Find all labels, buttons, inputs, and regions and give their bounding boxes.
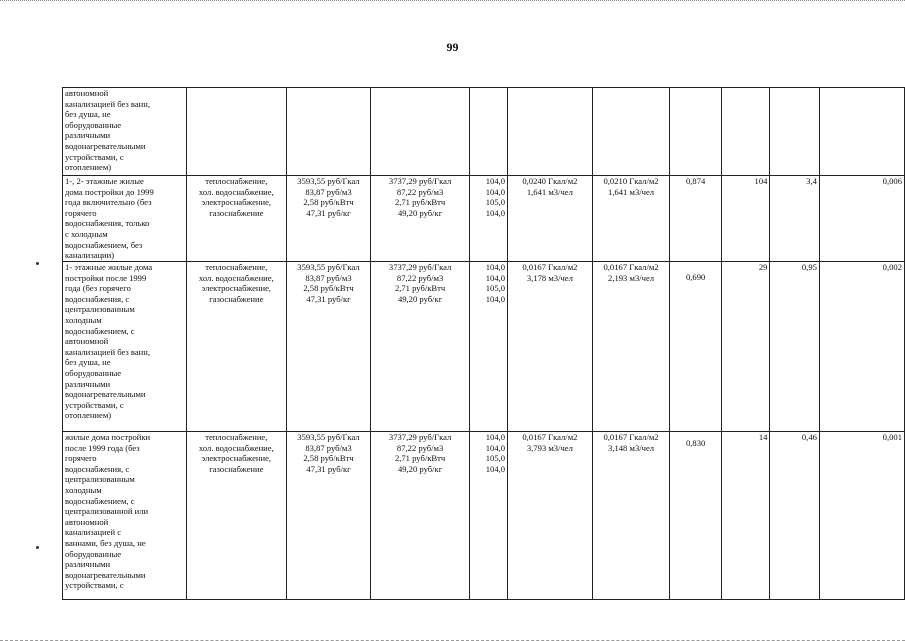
cell-line: 2,71 руб/кВтч	[394, 283, 446, 294]
cell-norm-1	[508, 176, 593, 262]
cell-line: 2,71 руб/кВтч	[394, 197, 446, 208]
cell-line: 3593,55 руб/Гкал	[297, 262, 360, 272]
cell-line: 0,95	[801, 262, 817, 272]
cell-services	[186, 176, 287, 262]
cell-line: автономной	[65, 88, 109, 98]
cell-line: оборудованные	[65, 548, 122, 559]
cell-line: с холодным	[65, 228, 108, 239]
cell-line: 3,148 м3/чел	[608, 442, 655, 453]
cell-price-new	[370, 262, 469, 432]
cell-services	[186, 432, 287, 600]
cell-line: 0,0167 Гкал/м2	[522, 262, 578, 272]
cell-line: 104,0	[485, 176, 506, 186]
cell-line: 2,71 руб/кВтч	[394, 453, 446, 464]
cell-coefficient	[670, 176, 722, 262]
cell-line: различными	[65, 378, 111, 389]
cell-index	[470, 262, 508, 432]
cell-line: канализацией с	[65, 527, 122, 538]
cell-norm-1	[508, 432, 593, 600]
cell-line: 105,0	[485, 453, 506, 464]
cell-line: электроснабжение,	[201, 283, 272, 294]
cell-line: 47,31 руб/кг	[306, 207, 351, 218]
cell-line: 104,0	[485, 432, 506, 442]
cell-line: года включительно (без	[65, 197, 152, 208]
cell-line: 83,87 руб/м3	[305, 186, 352, 197]
cell-value-1	[721, 262, 769, 432]
cell-line: 1-, 2- этажные жилые	[65, 176, 144, 186]
cell-price-new	[370, 432, 469, 600]
cell-line: 3737,29 руб/Гкал	[388, 432, 452, 442]
cell-value-2	[770, 176, 820, 262]
cell-value-3	[819, 432, 904, 600]
cell-price-current	[287, 432, 371, 600]
cell-line: холодным	[65, 484, 102, 495]
cell-line: хол. водоснабжение,	[198, 186, 274, 197]
cell-line: устройствами, с	[65, 399, 124, 410]
tariff-table	[62, 87, 905, 600]
cell-line: 0,0210 Гкал/м2	[603, 176, 659, 186]
cell-line: централизованным	[65, 474, 135, 485]
cell-line: 105,0	[485, 283, 506, 294]
cell-line: без душа, не	[65, 109, 111, 120]
cell-line: 3,793 м3/чел	[526, 442, 573, 453]
cell-line: 87,22 руб/м3	[396, 272, 444, 283]
cell-line: автономной	[65, 516, 109, 527]
cell-line: 2,193 м3/чел	[608, 272, 655, 283]
cell-line: 3593,55 руб/Гкал	[297, 432, 360, 442]
cell-value-3	[819, 176, 904, 262]
cell-description	[63, 262, 187, 432]
cell-line: 3,4	[806, 176, 817, 186]
cell-norm-1	[508, 88, 593, 176]
cell-line: 104,0	[485, 272, 506, 283]
cell-value-2	[770, 432, 820, 600]
cell-description	[63, 432, 187, 600]
cell-line: водоснабжения, с	[65, 463, 130, 474]
cell-line: 0,874	[685, 176, 706, 186]
cell-line: канализации)	[65, 250, 115, 261]
cell-line: хол. водоснабжение,	[198, 442, 274, 453]
cell-line: 0,0167 Гкал/м2	[522, 432, 578, 442]
scan-edge-top	[0, 0, 905, 7]
cell-line: 0,690	[685, 272, 706, 282]
cell-line: теплоснабжение,	[205, 176, 268, 186]
cell-line: 105,0	[485, 197, 506, 208]
cell-line: водоснабжением, с	[65, 495, 135, 506]
cell-line: 0,0240 Гкал/м2	[522, 176, 578, 186]
cell-line: водоснабжением, с	[65, 325, 135, 336]
cell-line: газоснабжение	[209, 463, 264, 474]
cell-line: горячего	[65, 453, 97, 464]
cell-line: 0,0167 Гкал/м2	[603, 262, 659, 272]
cell-line: водонагревательными	[65, 140, 146, 151]
cell-line: хол. водоснабжение,	[198, 272, 274, 283]
table-row	[63, 176, 905, 262]
cell-line: газоснабжение	[209, 293, 264, 304]
cell-line: 1- этажные жилые дома	[65, 262, 153, 272]
cell-line: постройки после 1999	[65, 272, 147, 283]
cell-line: ваннами, без душа, не	[65, 537, 146, 548]
cell-price-current	[287, 262, 371, 432]
cell-line: электроснабжение,	[201, 453, 272, 464]
cell-line: 0,002	[882, 262, 902, 272]
cell-line: оборудованные	[65, 367, 122, 378]
cell-price-current	[287, 88, 371, 176]
margin-mark	[36, 262, 39, 265]
cell-line: 47,31 руб/кг	[306, 293, 351, 304]
cell-line: газоснабжение	[209, 207, 264, 218]
cell-line: 47,31 руб/кг	[306, 463, 351, 474]
cell-line: 104,0	[485, 293, 506, 304]
cell-line: водоснабжения, с	[65, 293, 130, 304]
cell-norm-2	[592, 176, 670, 262]
cell-line: 3737,29 руб/Гкал	[388, 176, 452, 186]
cell-line: холодным	[65, 314, 102, 325]
cell-line: 49,20 руб/кг	[397, 207, 443, 218]
cell-line: 104,0	[485, 186, 506, 197]
cell-line: 104,0	[485, 262, 506, 272]
cell-line: после 1999 года (без	[65, 442, 140, 453]
cell-line: 29	[758, 262, 768, 272]
cell-value-1	[721, 432, 769, 600]
cell-line: 3593,55 руб/Гкал	[297, 176, 360, 186]
cell-line: канализацией без ванн,	[65, 98, 151, 109]
cell-index	[470, 176, 508, 262]
margin-mark	[36, 546, 39, 549]
cell-price-new	[370, 88, 469, 176]
cell-value-3	[819, 88, 904, 176]
cell-line: 49,20 руб/кг	[397, 293, 443, 304]
cell-line: теплоснабжение,	[205, 262, 268, 272]
cell-line: 83,87 руб/м3	[305, 272, 352, 283]
cell-line: 1,641 м3/чел	[526, 186, 573, 197]
cell-price-new	[370, 176, 469, 262]
cell-line: без душа, не	[65, 357, 111, 368]
cell-price-current	[287, 176, 371, 262]
cell-line: 87,22 руб/м3	[396, 186, 444, 197]
cell-line: автономной	[65, 336, 109, 347]
cell-line: теплоснабжение,	[205, 432, 268, 442]
page-number: 99	[446, 40, 459, 54]
cell-line: устройствами, с	[65, 151, 124, 162]
cell-line: 104,0	[485, 442, 506, 453]
cell-line: оборудованные	[65, 119, 122, 130]
cell-line: отоплением)	[65, 410, 112, 421]
cell-line: 0,830	[685, 438, 706, 448]
cell-value-3	[819, 262, 904, 432]
cell-description	[63, 88, 187, 176]
cell-line: 2,58 руб/кВтч	[303, 197, 354, 208]
cell-line: 3,178 м3/чел	[526, 272, 573, 283]
cell-norm-2	[592, 88, 670, 176]
cell-value-1	[721, 176, 769, 262]
cell-line: водонагревательными	[65, 389, 146, 400]
cell-norm-2	[592, 432, 670, 600]
cell-line: отоплением)	[65, 162, 112, 173]
cell-line: водоснабжения, только	[65, 218, 150, 229]
cell-line: 104,0	[485, 463, 506, 474]
cell-line: 0,0167 Гкал/м2	[603, 432, 659, 442]
cell-line: 1,641 м3/чел	[608, 186, 655, 197]
cell-line: года (без горячего	[65, 283, 131, 294]
cell-line: 0,001	[882, 432, 902, 442]
cell-line: 0,46	[801, 432, 817, 442]
cell-line: водоснабжением, без	[65, 239, 143, 250]
cell-coefficient	[670, 262, 722, 432]
cell-index	[470, 88, 508, 176]
table-row	[63, 262, 905, 432]
cell-services	[186, 262, 287, 432]
cell-line: жилые дома постройки	[65, 432, 151, 442]
cell-value-1	[721, 88, 769, 176]
cell-description	[63, 176, 187, 262]
cell-line: различными	[65, 130, 111, 141]
cell-line: различными	[65, 559, 111, 570]
cell-line: 49,20 руб/кг	[397, 463, 443, 474]
cell-norm-1	[508, 262, 593, 432]
cell-line: централизованным	[65, 304, 135, 315]
cell-line: 87,22 руб/м3	[396, 442, 444, 453]
cell-value-2	[770, 88, 820, 176]
cell-line: 104	[754, 176, 768, 186]
cell-line: 3737,29 руб/Гкал	[388, 262, 452, 272]
cell-line: 0,006	[882, 176, 902, 186]
cell-line: дома постройки до 1999	[65, 186, 154, 197]
cell-norm-2	[592, 262, 670, 432]
cell-line: 2,58 руб/кВтч	[303, 453, 354, 464]
cell-line: 14	[758, 432, 768, 442]
cell-line: горячего	[65, 207, 97, 218]
cell-line: канализацией без ванн,	[65, 346, 151, 357]
cell-line: 83,87 руб/м3	[305, 442, 352, 453]
cell-line: водонагревательными	[65, 569, 146, 580]
cell-line: 2,58 руб/кВтч	[303, 283, 354, 294]
cell-coefficient	[670, 432, 722, 600]
cell-line: 104,0	[485, 207, 506, 218]
cell-coefficient	[670, 88, 722, 176]
cell-line: устройствами, с	[65, 580, 124, 591]
cell-line: централизованной или	[65, 506, 149, 517]
cell-index	[470, 432, 508, 600]
table-row	[63, 88, 905, 176]
table-row	[63, 432, 905, 600]
cell-line: электроснабжение,	[201, 197, 272, 208]
cell-services	[186, 88, 287, 176]
cell-value-2	[770, 262, 820, 432]
